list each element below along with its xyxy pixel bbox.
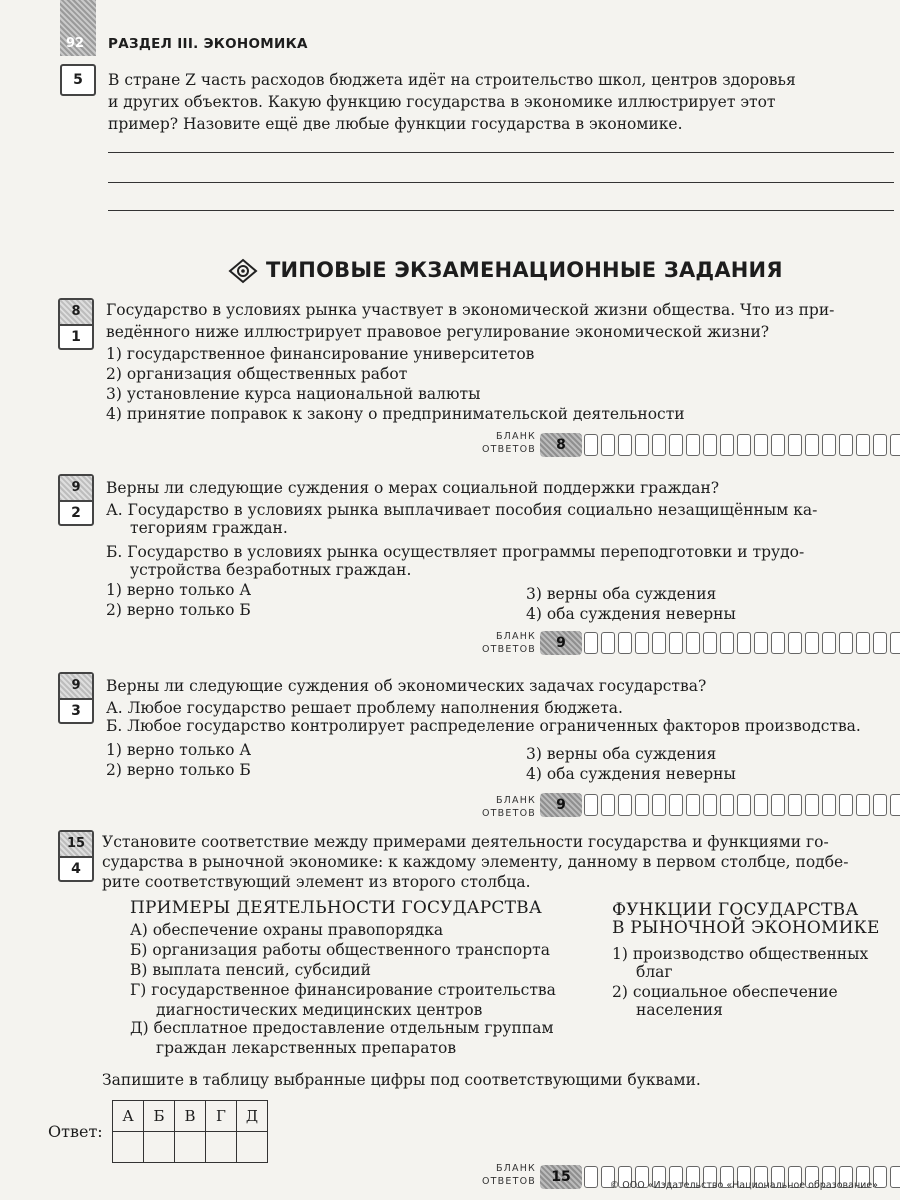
q3-order-number: 3 [71,703,81,719]
q1-line-2: ведённого ниже иллюстрирует правовое регулирование экономической жизни? [106,323,770,341]
task-5-line-1: В стране Z часть расходов бюджета идёт на строительство школ, центров здоровья [108,71,796,89]
q4-right-item-2-cont: населения [636,1001,723,1019]
q4-left-item-d-cont: граждан лекарственных препаратов [156,1039,457,1057]
q2-statement-b-2: устройства безработных граждан. [130,561,412,579]
q3-option-2[interactable]: 2) верно только Б [106,761,251,779]
q2-answer-blank[interactable] [540,630,900,656]
q4-left-item-g-cont: диагностических медицинских центров [156,1001,483,1019]
answer-blank-cell[interactable] [669,794,683,816]
blank-cells[interactable] [584,794,900,816]
answer-cell-a[interactable] [113,1132,144,1163]
answer-blank-cell[interactable] [703,434,717,456]
q4-blank-number: 15 [540,1165,582,1189]
q3-statement-a: А. Любое государство решает проблему наполнения бюджета. [106,699,623,717]
answer-blank-cell[interactable] [584,632,598,654]
answer-blank-cell[interactable] [822,632,836,654]
answer-blank-cell[interactable] [737,434,751,456]
q4-right-item-2: 2) социальное обеспечение [612,983,838,1001]
answer-blank-cell[interactable] [635,434,649,456]
q2-statement-b-1: Б. Государство в условиях рынка осуществляет программы переподготовки и трудо- [106,543,805,561]
blank-cells[interactable] [584,434,900,456]
q3-blank-number: 9 [540,793,582,817]
q2-task-number: 9 [60,476,92,502]
q1-task-number: 8 [60,300,92,326]
answer-blank-cell[interactable] [669,632,683,654]
q4-left-item-d: Д) бесплатное предоставление отдельным группам [130,1019,554,1037]
answer-blank-cell[interactable] [839,794,853,816]
answer-blank-cell[interactable] [737,794,751,816]
answer-blank-cell[interactable] [635,794,649,816]
answer-blank-cell[interactable] [873,794,887,816]
task-5-line-3: пример? Назовите ещё две любые функции государства в экономике. [108,115,683,133]
answer-blank-cell[interactable] [805,632,819,654]
answer-blank-cell[interactable] [873,632,887,654]
q4-right-item-1-cont: благ [636,963,673,981]
answer-blank-cell[interactable] [890,632,900,654]
answer-letter-g: Г [206,1101,237,1132]
answer-blank-cell[interactable] [686,794,700,816]
answer-blank-cell[interactable] [584,1166,598,1188]
answer-blank-cell[interactable] [601,794,615,816]
answer-blank-cell[interactable] [754,434,768,456]
q2-statement-a-2: тегориям граждан. [130,519,288,537]
answer-cell-d[interactable] [237,1132,268,1163]
q4-left-item-b: Б) организация работы общественного транспорта [130,941,550,959]
q3-task-number: 9 [60,674,92,700]
answer-blank-cell[interactable] [652,434,666,456]
answer-blank-cell[interactable] [686,434,700,456]
q4-right-column-heading-2: В РЫНОЧНОЙ ЭКОНОМИКЕ [612,918,880,938]
task-5-line-2: и других объектов. Какую функцию государства в экономике иллюстрирует этот [108,93,776,111]
answer-letter-v: В [175,1101,206,1132]
answer-blank-cell[interactable] [873,434,887,456]
answer-blank-cell[interactable] [618,794,632,816]
answer-blank-cell[interactable] [788,434,802,456]
answer-blank-cell[interactable] [805,434,819,456]
answer-blank-cell[interactable] [856,434,870,456]
answer-blank-cell[interactable] [584,434,598,456]
blank-label-line-2: ОТВЕТОВ [482,444,536,455]
answer-blank-cell[interactable] [805,794,819,816]
answer-line-1[interactable] [108,152,894,153]
q4-right-column-heading-1: ФУНКЦИИ ГОСУДАРСТВА [612,900,859,920]
answer-blank-cell[interactable] [720,632,734,654]
answer-blank-cell[interactable] [703,794,717,816]
blank-label-line-2: ОТВЕТОВ [482,644,536,655]
answer-blank-cell[interactable] [703,632,717,654]
q3-option-4[interactable]: 4) оба суждения неверны [526,765,736,783]
blank-label-line-1: БЛАНК [495,631,536,642]
blank-label-line-1: БЛАНК [495,1163,536,1174]
answer-blank-cell[interactable] [720,434,734,456]
q3-stem: Верны ли следующие суждения об экономических задачах государства? [106,677,707,695]
q4-left-column-heading: ПРИМЕРЫ ДЕЯТЕЛЬНОСТИ ГОСУДАРСТВА [130,898,542,918]
q4-task-number: 15 [60,832,92,858]
q4-blank-label [470,1162,536,1188]
q4-right-item-1: 1) производство общественных [612,945,869,963]
blank-label-line-2: ОТВЕТОВ [482,1176,536,1187]
answer-letter-a: А [113,1101,144,1132]
q2-option-2[interactable]: 2) верно только Б [106,601,251,619]
answer-line-3[interactable] [108,210,894,211]
blank-label-line-2: ОТВЕТОВ [482,808,536,819]
answer-blank-cell[interactable] [788,632,802,654]
answer-blank-cell[interactable] [720,794,734,816]
q2-stem: Верны ли следующие суждения о мерах социальной поддержки граждан? [106,479,720,497]
q2-badge [58,474,94,526]
answer-blank-cell[interactable] [890,434,900,456]
answer-blank-cell[interactable] [771,632,785,654]
q2-option-4[interactable]: 4) оба суждения неверны [526,605,736,623]
task-5-badge [60,64,96,96]
answer-table-input-row[interactable] [113,1132,268,1163]
q1-option-2[interactable]: 2) организация общественных работ [106,365,408,383]
answer-letter-d: Д [237,1101,268,1132]
q3-statement-b: Б. Любое государство контролирует распределение ограниченных факторов производства. [106,717,861,735]
answer-blank-cell[interactable] [754,794,768,816]
page-number-tab [60,0,96,56]
q1-option-3[interactable]: 3) установление курса национальной валюты [106,385,481,403]
q3-badge [58,672,94,724]
task-5-number: 5 [73,72,83,88]
answer-line-2[interactable] [108,182,894,183]
answer-blank-cell[interactable] [652,794,666,816]
answer-blank-cell[interactable] [635,632,649,654]
q1-blank-number: 8 [540,433,582,457]
target-icon [228,258,258,284]
answer-blank-cell[interactable] [788,794,802,816]
answer-blank-cell[interactable] [856,794,870,816]
q1-option-1[interactable]: 1) государственное финансирование университетов [106,345,535,363]
q4-line-3: рите соответствующий элемент из второго столбца. [102,873,531,891]
copyright-footer: © ООО «Издательство «Национальное образование» [609,1180,878,1191]
page-number: 92 [66,36,85,51]
answer-label: Ответ: [48,1122,103,1141]
q3-option-1[interactable]: 1) верно только А [106,741,252,759]
q2-option-3[interactable]: 3) верны оба суждения [526,585,717,603]
answer-blank-cell[interactable] [856,632,870,654]
answer-blank-cell[interactable] [771,434,785,456]
answer-blank-cell[interactable] [601,632,615,654]
blank-cells[interactable] [584,632,900,654]
q3-blank-label [470,794,536,820]
section-heading: ТИПОВЫЕ ЭКЗАМЕНАЦИОННЫЕ ЗАДАНИЯ [266,258,783,282]
q1-answer-blank[interactable] [540,432,900,458]
answer-letter-b: Б [144,1101,175,1132]
q1-option-4[interactable]: 4) принятие поправок к закону о предпринимательской деятельности [106,405,685,423]
q2-blank-number: 9 [540,631,582,655]
answer-cell-b[interactable] [144,1132,175,1163]
q1-badge [58,298,94,350]
answer-cell-g[interactable] [206,1132,237,1163]
q4-badge [58,830,94,882]
q2-order-number: 2 [71,505,81,521]
answer-blank-cell[interactable] [618,632,632,654]
answer-blank-cell[interactable] [737,632,751,654]
answer-blank-cell[interactable] [771,794,785,816]
q3-option-3[interactable]: 3) верны оба суждения [526,745,717,763]
answer-blank-cell[interactable] [839,434,853,456]
blank-label-line-1: БЛАНК [495,795,536,806]
q4-line-1: Установите соответствие между примерами деятельности государства и функциями го- [102,833,829,851]
q3-answer-blank[interactable] [540,792,900,818]
answer-table [112,1100,268,1163]
answer-blank-cell[interactable] [890,1166,900,1188]
q1-line-1: Государство в условиях рынка участвует в экономической жизни общества. Что из при- [106,301,835,319]
blank-label-line-1: БЛАНК [495,431,536,442]
q2-blank-label [470,630,536,656]
answer-blank-cell[interactable] [754,632,768,654]
q4-left-item-v: В) выплата пенсий, субсидий [130,961,371,979]
answer-blank-cell[interactable] [822,434,836,456]
q4-order-number: 4 [71,861,81,877]
q2-option-1[interactable]: 1) верно только А [106,581,252,599]
q4-line-2: сударства в рыночной экономике: к каждому элементу, данному в первом столбце, подбе- [102,853,849,871]
answer-blank-cell[interactable] [584,794,598,816]
q4-left-item-a: А) обеспечение охраны правопорядка [130,921,444,939]
answer-blank-cell[interactable] [618,434,632,456]
answer-blank-cell[interactable] [652,632,666,654]
answer-blank-cell[interactable] [890,794,900,816]
q1-blank-label [470,430,536,456]
answer-table-letters-row [113,1101,268,1132]
answer-blank-cell[interactable] [601,434,615,456]
answer-blank-cell[interactable] [839,632,853,654]
answer-cell-v[interactable] [175,1132,206,1163]
q2-statement-a-1: А. Государство в условиях рынка выплачивает пособия социально незащищённым ка- [106,501,818,519]
answer-blank-cell[interactable] [669,434,683,456]
q1-order-number: 1 [71,329,81,345]
answer-blank-cell[interactable] [822,794,836,816]
q4-left-item-g: Г) государственное финансирование строительства [130,981,556,999]
answer-blank-cell[interactable] [686,632,700,654]
q4-instruction: Запишите в таблицу выбранные цифры под соответствующими буквами. [102,1071,701,1089]
section-title: РАЗДЕЛ III. ЭКОНОМИКА [108,36,308,52]
